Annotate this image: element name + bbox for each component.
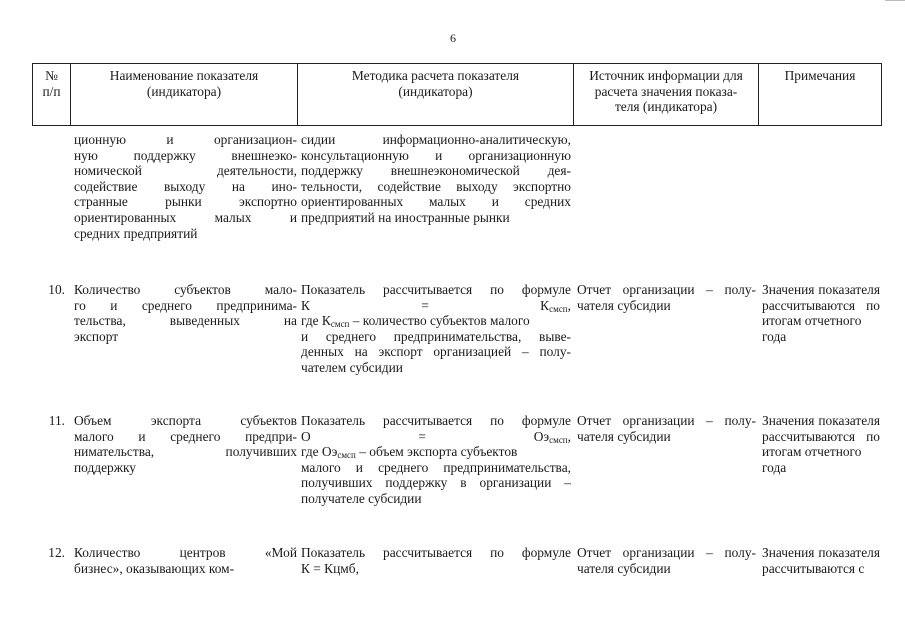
row-method <box>297 413 573 507</box>
header-col-notes <box>758 64 882 125</box>
header-col-method <box>297 64 573 125</box>
row-source: Отчет организации – полу- чателя субсидии <box>577 282 756 313</box>
row-notes: Значения показателя рассчитываются по итогам отчетного года <box>762 413 880 475</box>
formula-subscript: смсп <box>549 434 568 445</box>
method-where <box>301 444 571 460</box>
header-col-name <box>70 64 297 125</box>
row-number: 12. <box>48 545 65 560</box>
header-col-number <box>32 64 70 125</box>
header-name-text: Наименование показателя (индикатора) <box>109 68 259 99</box>
row-notes: Значения показателя рассчитываются с <box>762 545 880 576</box>
formula-subscript: смсп <box>549 303 568 314</box>
row-indicator-name: Количество центров «Мой бизнес», оказывающих ком- <box>74 545 297 576</box>
continuation-name: ционную и организацион- ную поддержку внешнеэко- номической деятельности, содействие выходу на ино- странные рынки экспортно ориентированных малых и средних предприятий <box>74 132 297 241</box>
method-formula: К = Кцмб, <box>301 560 359 576</box>
row-source: Отчет организации – полу- чателя субсидии <box>577 545 756 576</box>
row-indicator-name: Объем экспорта субъектов малого и среднего предпри- нимательства, получивших поддержку <box>74 413 297 475</box>
where-rest: – объем экспорта субъектов <box>355 444 518 460</box>
method-intro: Показатель рассчитывается по формуле <box>301 413 571 428</box>
header-source-text: Источник информации для расчета значения показа- теля (индикатора) <box>589 68 743 115</box>
header-notes-text: Примечания <box>784 68 856 83</box>
header-col-source <box>573 64 758 125</box>
formula-lhs: О = Оэ <box>301 428 550 444</box>
method-tail: малого и среднего предпринимательства, получивших поддержку в организации – получателе субсидии <box>301 459 571 506</box>
where-subscript: смсп <box>330 319 350 330</box>
where-prefix: где Оэ <box>301 444 338 460</box>
row-indicator-name: Количество субъектов мало- го и среднего предпринима- тельства, выведенных на экспорт <box>74 282 297 344</box>
formula-tail: , <box>567 428 571 444</box>
row-method <box>297 282 573 376</box>
row-number: 10. <box>48 282 65 297</box>
header-method-text: Методика расчета показателя (индикатора) <box>351 68 520 99</box>
method-formula <box>301 429 571 445</box>
row-number: 11. <box>48 413 65 428</box>
where-rest: – количество субъектов малого <box>349 313 530 329</box>
table-header <box>32 63 882 126</box>
where-subscript: смсп <box>337 450 356 461</box>
header-number-text: № п/п <box>42 68 61 99</box>
page-edge-mark <box>885 0 905 7</box>
method-intro: Показатель рассчитывается по формуле <box>301 282 571 297</box>
continuation-method: сидии информационно-аналитическую, консультационную и организационную поддержку внешнеэкономической дея- тельности, содействие выходу экспортно ориентированных малых и средних предприятий на иностранные рынки <box>301 132 571 225</box>
formula-lhs: К = К <box>301 297 550 313</box>
formula-tail: , <box>567 297 571 313</box>
method-intro: Показатель рассчитывается по формуле <box>301 545 571 560</box>
page-number: 6 <box>450 31 456 45</box>
method-tail: и среднего предпринимательства, выве- денных на экспорт организацией – полу- чателем субсидии <box>301 328 571 375</box>
method-formula <box>301 298 571 314</box>
row-method <box>297 545 573 576</box>
row-source: Отчет организации – полу- чателя субсидии <box>577 413 756 444</box>
row-notes: Значения показателя рассчитываются по итогам отчетного года <box>762 282 880 344</box>
method-where <box>301 313 571 329</box>
where-prefix: где К <box>301 313 331 329</box>
